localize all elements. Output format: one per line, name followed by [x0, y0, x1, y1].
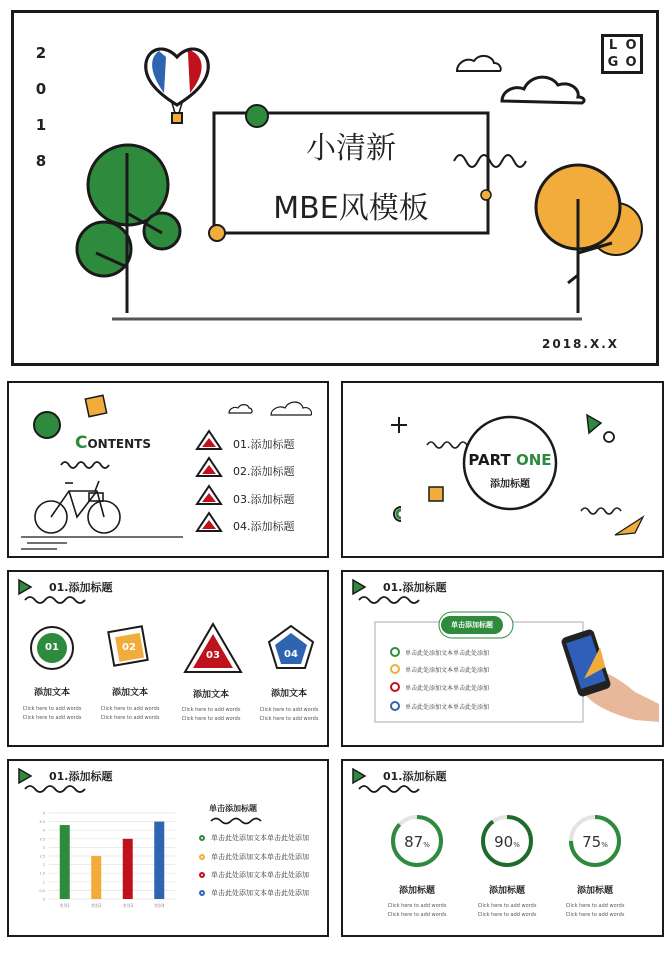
step-line: Click here to add words	[259, 707, 319, 713]
logo-letter: G	[607, 55, 619, 70]
cloud-icon	[457, 56, 584, 103]
year-digit: 1	[35, 116, 47, 134]
y-tick-label: 3	[42, 845, 45, 850]
phone-row: 单击此处添加文本单击此处添加	[405, 704, 490, 711]
x-tick-label: 类别1	[59, 903, 71, 908]
progress-slide	[341, 759, 664, 937]
y-tick-label: 3.5	[39, 837, 45, 842]
step-num: 03	[206, 650, 220, 661]
y-tick-label: 0.5	[39, 888, 45, 893]
legend-text: 单击此处添加文本单击此处添加	[211, 871, 309, 879]
cloud-icon	[229, 402, 312, 415]
heart-balloon-icon	[146, 49, 208, 123]
legend-row	[199, 852, 309, 862]
y-tick-label: 2	[42, 863, 45, 868]
bar	[154, 822, 164, 899]
bar-chart	[31, 807, 181, 917]
triangle-icon	[197, 431, 221, 531]
step-line: Click here to add words	[22, 715, 82, 721]
year-digit: 2	[35, 44, 47, 62]
step-card	[92, 685, 168, 723]
progress-unit: %	[423, 841, 430, 849]
bar	[123, 839, 133, 899]
legend-row	[199, 888, 309, 898]
progress-line: Click here to add words	[477, 912, 537, 918]
part-word: PART	[468, 451, 511, 469]
slide-header-title: 01.添加标题	[49, 770, 113, 783]
part-one-slide	[341, 381, 664, 558]
legend-text: 单击此处添加文本单击此处添加	[211, 853, 309, 861]
progress-card	[377, 883, 457, 920]
step-title: 添加文本	[270, 689, 307, 699]
bar	[60, 825, 70, 899]
y-tick-label: 0	[42, 897, 45, 902]
step-title: 添加文本	[111, 688, 148, 698]
step-line: Click here to add words	[22, 706, 82, 712]
part-title	[464, 451, 556, 469]
legend-text: 单击此处添加文本单击此处添加	[211, 889, 309, 897]
cover-slide	[11, 10, 659, 366]
year-digit: 8	[35, 152, 47, 170]
legend-dot	[199, 890, 205, 896]
y-tick-label: 4.5	[39, 820, 45, 825]
cover-title-line1: 小清新	[306, 131, 396, 166]
wave-icon	[61, 462, 109, 468]
slide-header-title: 01.添加标题	[383, 770, 447, 783]
phone-row: 单击此处添加文本单击此处添加	[405, 685, 490, 692]
legend-dot	[199, 872, 205, 878]
progress-title: 添加标题	[488, 886, 525, 896]
bar	[91, 856, 101, 899]
wave-icon	[581, 508, 621, 514]
progress-number: 90	[494, 833, 514, 851]
step-card	[251, 686, 327, 724]
progress-card	[467, 883, 547, 920]
progress-line: Click here to add words	[565, 903, 625, 909]
step-line: Click here to add words	[100, 715, 160, 721]
contents-heading-rest: ONTENTS	[87, 437, 151, 451]
slide-header-title: 01.添加标题	[383, 581, 447, 594]
step-line: Click here to add words	[181, 716, 241, 722]
progress-unit: %	[601, 841, 608, 849]
contents-heading-initial: C	[75, 433, 88, 453]
x-tick-label: 类别2	[90, 903, 102, 908]
progress-value	[391, 833, 443, 851]
step-line: Click here to add words	[100, 706, 160, 712]
contents-item[interactable]: 04.添加标题	[233, 520, 295, 533]
progress-line: Click here to add words	[387, 912, 447, 918]
cover-date: 2018.X.X	[542, 337, 620, 351]
legend-text: 单击此处添加文本单击此处添加	[211, 834, 309, 842]
part-decor	[343, 383, 662, 556]
legend-title: 单击添加标题	[209, 804, 257, 813]
steps-slide	[7, 570, 329, 747]
legend-row	[199, 870, 309, 880]
step-line: Click here to add words	[259, 716, 319, 722]
contents-slide	[7, 381, 329, 558]
bicycle-icon	[35, 481, 120, 533]
cover-title-line2: MBE风模板	[273, 191, 429, 226]
x-tick-label: 类别4	[153, 903, 165, 908]
progress-number: 75	[582, 833, 602, 851]
progress-line: Click here to add words	[565, 912, 625, 918]
step-num: 01	[45, 642, 59, 653]
legend-dot	[199, 835, 205, 841]
progress-title: 添加标题	[398, 886, 435, 896]
progress-card	[555, 883, 635, 920]
logo-letter: O	[625, 38, 637, 53]
slide-header-title: 01.添加标题	[49, 581, 113, 594]
progress-value	[481, 833, 533, 851]
x-tick-label: 类别3	[122, 903, 134, 908]
phone-badge[interactable]: 单击添加标题	[441, 616, 503, 634]
legend-row	[199, 833, 309, 843]
year-digit: 0	[35, 80, 47, 98]
y-tick-label: 4	[42, 828, 45, 833]
y-tick-label: 1	[42, 880, 45, 885]
contents-heading	[75, 433, 151, 453]
phone-slide	[341, 570, 664, 747]
logo-letter: O	[625, 55, 637, 70]
tree-icon	[77, 145, 180, 313]
phone-row: 单击此处添加文本单击此处添加	[405, 650, 490, 657]
contents-item[interactable]: 01.添加标题	[233, 438, 295, 451]
step-card	[14, 685, 90, 723]
slide-header-decor	[343, 572, 662, 745]
legend-dot	[199, 854, 205, 860]
wave-icon	[359, 597, 419, 603]
progress-number: 87	[404, 833, 424, 851]
step-num: 02	[122, 642, 136, 653]
logo-letter: L	[608, 38, 618, 53]
step-line: Click here to add words	[181, 707, 241, 713]
contents-item[interactable]: 03.添加标题	[233, 493, 295, 506]
step-title: 添加文本	[192, 690, 229, 700]
wave-icon	[25, 597, 85, 603]
progress-line: Click here to add words	[477, 903, 537, 909]
tree-icon	[536, 165, 642, 313]
y-tick-label: 1.5	[39, 871, 45, 876]
step-num: 04	[284, 649, 298, 660]
step-card	[173, 687, 249, 724]
y-tick-label: 5	[42, 811, 45, 816]
progress-line: Click here to add words	[387, 903, 447, 909]
y-tick-label: 2.5	[39, 854, 45, 859]
progress-value	[569, 833, 621, 851]
step-title: 添加文本	[33, 688, 70, 698]
part-subtitle: 添加标题	[490, 479, 530, 490]
phone-row: 单击此处添加文本单击此处添加	[405, 667, 490, 674]
chart-slide	[7, 759, 329, 937]
wave-icon	[25, 786, 85, 792]
part-num: ONE	[516, 451, 552, 469]
progress-title: 添加标题	[576, 886, 613, 896]
wave-icon	[211, 819, 261, 824]
contents-item[interactable]: 02.添加标题	[233, 465, 295, 478]
progress-unit: %	[513, 841, 520, 849]
